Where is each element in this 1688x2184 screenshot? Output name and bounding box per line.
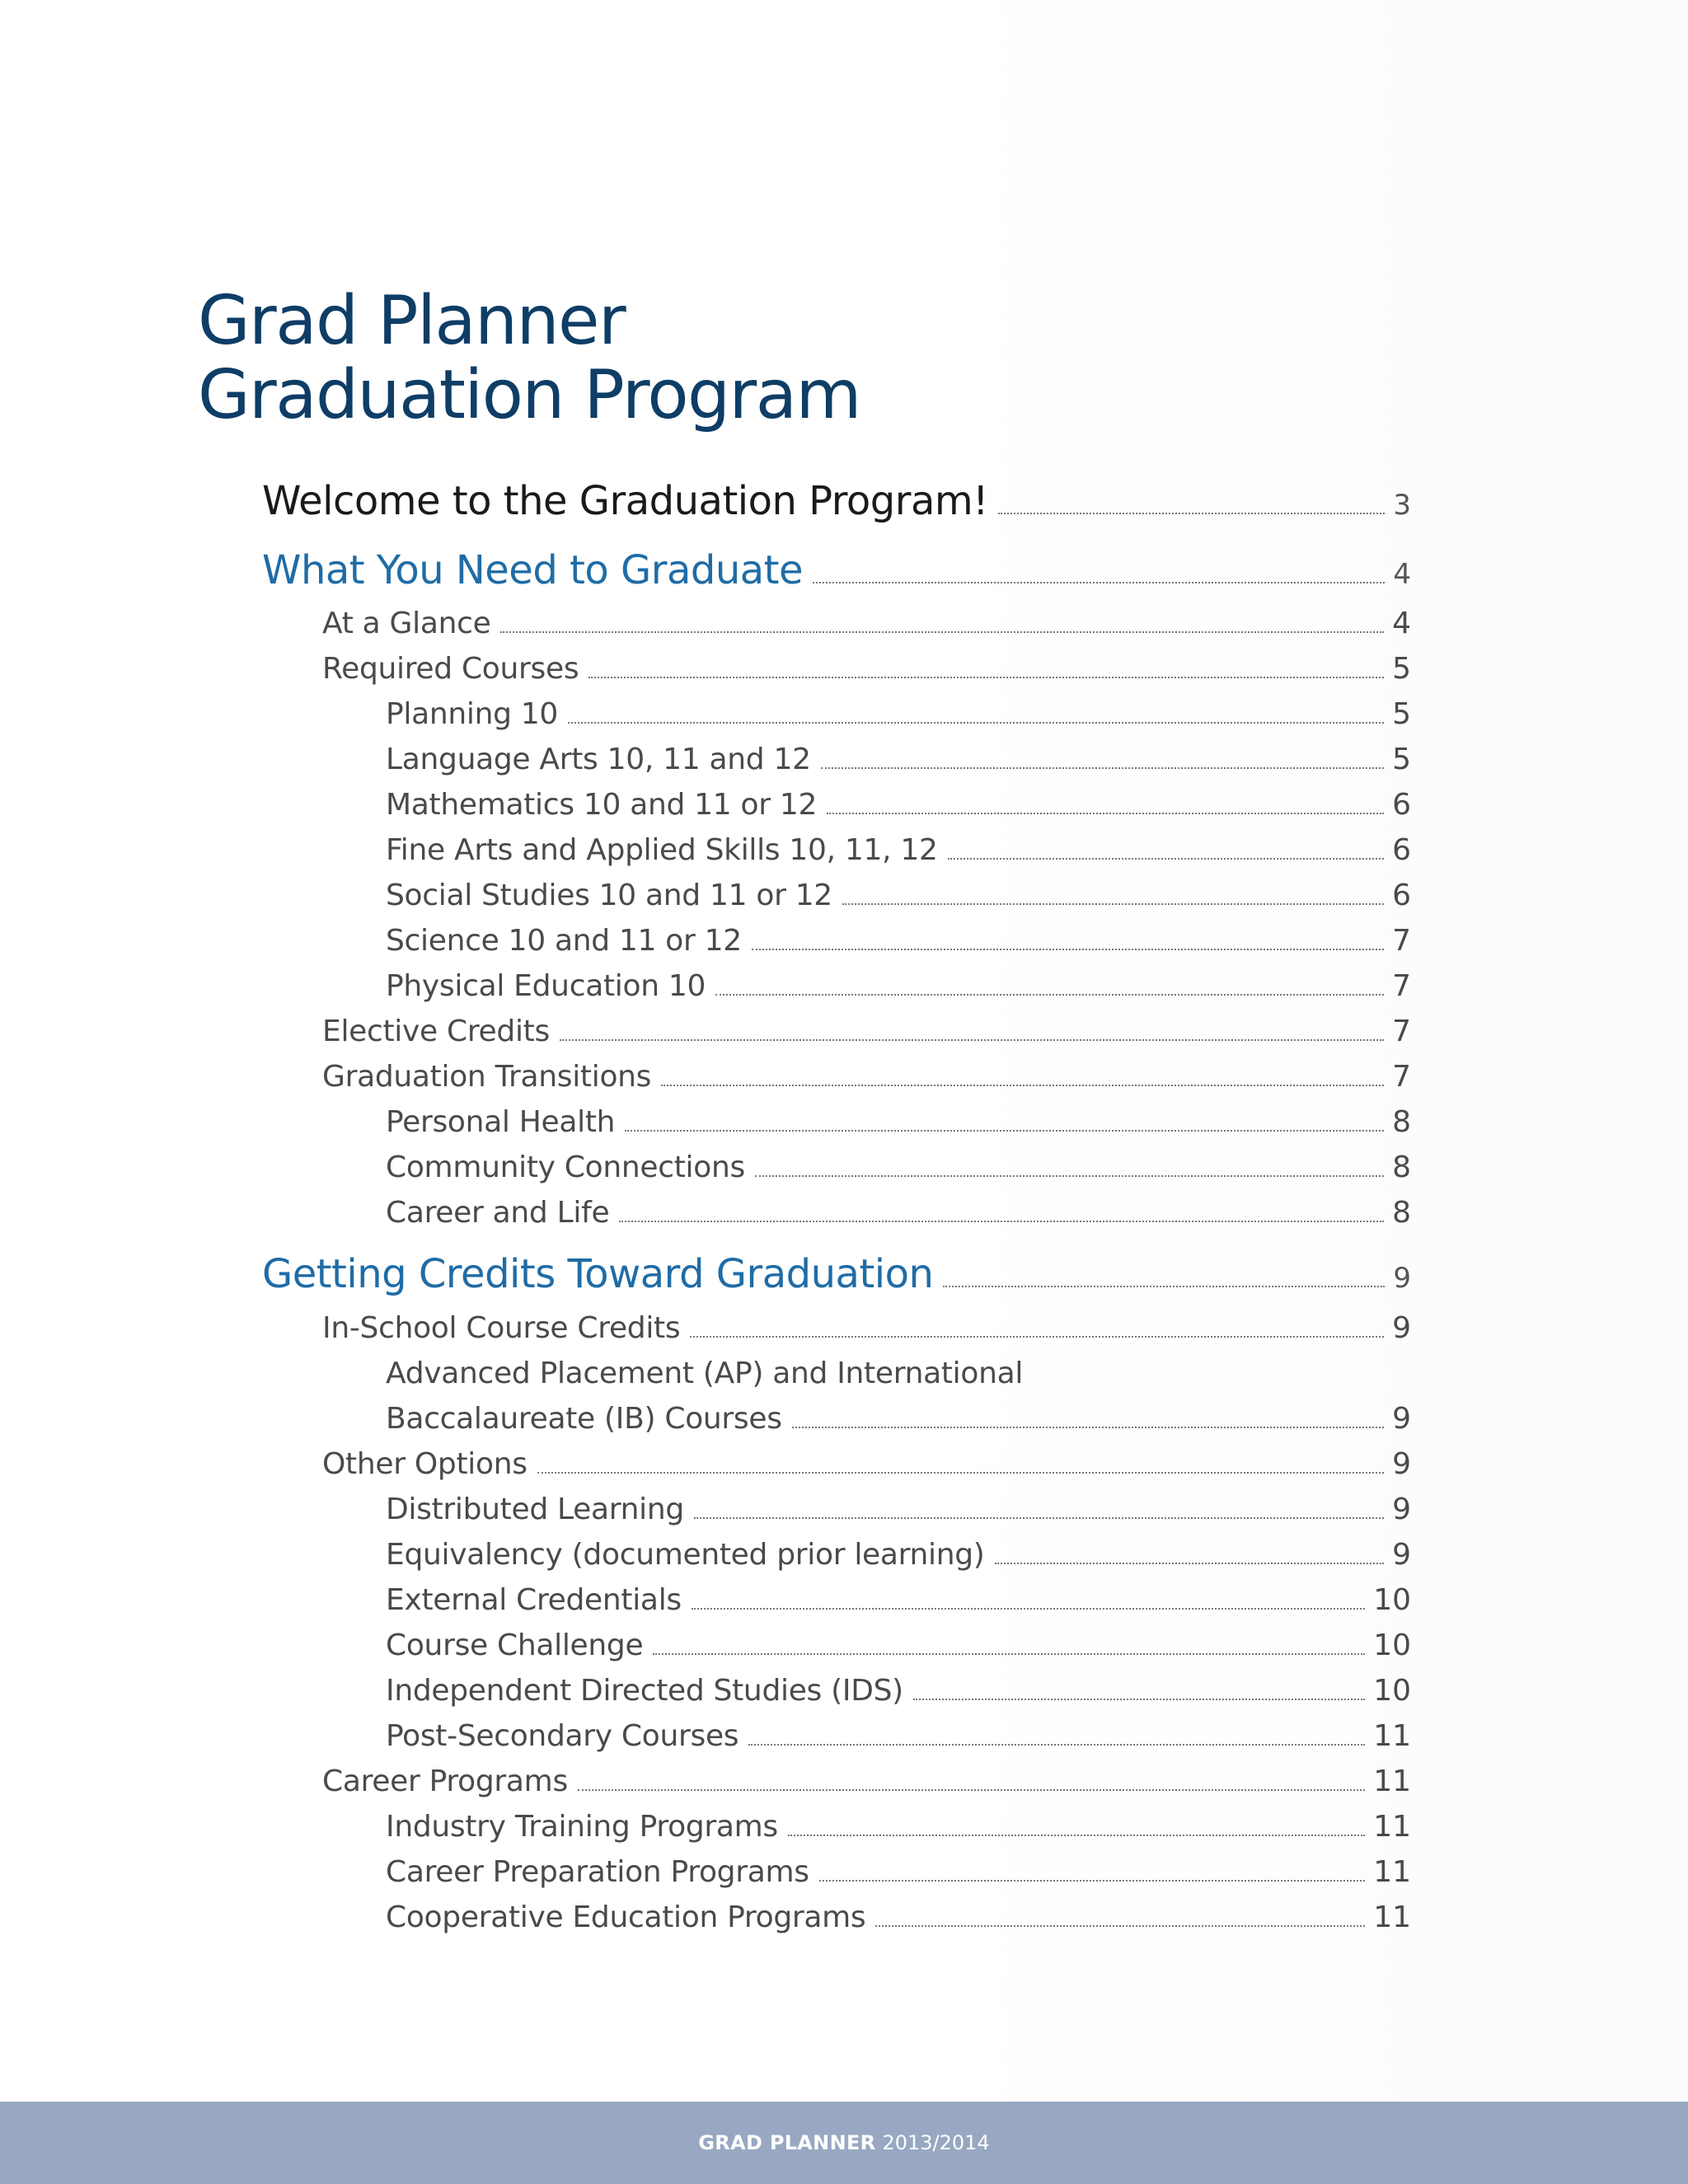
toc-entry-page-number: 8	[1392, 1196, 1411, 1230]
toc-entry-page-number: 5	[1392, 743, 1411, 776]
toc-dot-leader	[995, 1562, 1385, 1564]
toc-entry-label: Planning 10	[386, 697, 559, 731]
toc-entry[interactable]	[386, 697, 1411, 731]
footer-brand: GRAD PLANNER	[698, 2131, 876, 2154]
toc-entry[interactable]	[262, 478, 1411, 524]
toc-entry-page-number: 11	[1373, 1719, 1411, 1753]
toc-entry-label: Baccalaureate (IB) Courses	[386, 1402, 782, 1436]
toc-entry-label: Independent Directed Studies (IDS)	[386, 1674, 903, 1708]
toc-entry-label: Career and Life	[386, 1196, 610, 1230]
toc-entry[interactable]	[386, 1810, 1411, 1844]
footer-year: 2013/2014	[882, 2131, 990, 2154]
toc-entry-page-number: 6	[1392, 833, 1411, 867]
toc-entry[interactable]	[386, 1357, 1411, 1390]
toc-entry-label: Course Challenge	[386, 1629, 644, 1662]
toc-entry-label: Personal Health	[386, 1105, 616, 1139]
toc-entry-page-number: 9	[1392, 1402, 1411, 1436]
toc-dot-leader	[661, 1084, 1384, 1086]
toc-entry-page-number: 5	[1392, 652, 1411, 686]
toc-entry-label: At a Glance	[322, 607, 491, 640]
toc-entry-page-number: 7	[1392, 1015, 1411, 1048]
toc-entry-page-number: 6	[1392, 788, 1411, 822]
toc-entry[interactable]	[322, 1060, 1411, 1094]
toc-entry[interactable]	[322, 1015, 1411, 1048]
toc-entry[interactable]	[386, 1583, 1411, 1617]
toc-dot-leader	[943, 1285, 1385, 1287]
toc-entry[interactable]	[322, 607, 1411, 640]
toc-dot-leader	[588, 676, 1384, 678]
toc-entry-label: What You Need to Graduate	[262, 547, 804, 593]
toc-dot-leader	[625, 1129, 1384, 1132]
toc-dot-leader	[560, 1038, 1384, 1041]
toc-entry-page-number: 7	[1392, 924, 1411, 958]
toc-dot-leader	[813, 581, 1385, 583]
title-line-1: Grad Planner	[198, 282, 626, 360]
toc-dot-leader	[692, 1607, 1365, 1610]
toc-dot-leader	[755, 1174, 1384, 1177]
toc-entry[interactable]	[322, 1311, 1411, 1345]
toc-entry-page-number: 10	[1373, 1674, 1411, 1708]
toc-entry-page-number: 4	[1392, 607, 1411, 640]
toc-entry-label: Graduation Transitions	[322, 1060, 652, 1094]
toc-entry-label: Language Arts 10, 11 and 12	[386, 743, 811, 776]
toc-entry-label: Fine Arts and Applied Skills 10, 11, 12	[386, 833, 938, 867]
toc-entry-label: Other Options	[322, 1447, 528, 1481]
toc-entry-page-number: 9	[1392, 1493, 1411, 1526]
toc-entry-page-number: 5	[1392, 697, 1411, 731]
toc-entry-page-number: 9	[1392, 1447, 1411, 1481]
toc-entry-page-number: 8	[1392, 1105, 1411, 1139]
toc-entry-page-number: 4	[1393, 558, 1411, 591]
toc-entry-label: Industry Training Programs	[386, 1810, 778, 1844]
toc-dot-leader	[568, 721, 1384, 724]
toc-entry-page-number: 11	[1373, 1855, 1411, 1889]
toc-entry-page-number: 11	[1373, 1900, 1411, 1934]
toc-dot-leader	[653, 1652, 1365, 1655]
toc-entry-label: Physical Education 10	[386, 969, 706, 1003]
title-line-2: Graduation Program	[198, 356, 860, 434]
toc-dot-leader	[715, 993, 1384, 996]
toc-entry-page-number: 9	[1392, 1538, 1411, 1572]
toc-entry[interactable]	[322, 1765, 1411, 1798]
toc-entry-page-number: 3	[1393, 489, 1411, 522]
toc-entry[interactable]	[386, 833, 1411, 867]
toc-entry-page-number: 8	[1392, 1151, 1411, 1184]
toc-dot-leader	[998, 512, 1385, 514]
toc-dot-leader	[792, 1426, 1384, 1428]
toc-entry[interactable]	[386, 1855, 1411, 1889]
toc-entry[interactable]	[262, 547, 1411, 593]
toc-dot-leader	[500, 630, 1384, 633]
toc-entry[interactable]	[386, 1151, 1411, 1184]
toc-entry-label: Social Studies 10 and 11 or 12	[386, 879, 832, 912]
toc-dot-leader	[690, 1335, 1384, 1338]
toc-entry-label: Career Preparation Programs	[386, 1855, 809, 1889]
toc-entry[interactable]	[386, 879, 1411, 912]
toc-dot-leader	[578, 1788, 1365, 1791]
toc-entry-page-number: 9	[1392, 1311, 1411, 1345]
toc-entry[interactable]	[386, 1719, 1411, 1753]
toc-entry[interactable]	[386, 743, 1411, 776]
toc-entry-page-number: 6	[1392, 879, 1411, 912]
toc-entry-label: Career Programs	[322, 1765, 568, 1798]
toc-entry[interactable]	[386, 1402, 1411, 1436]
toc-entry-page-number: 9	[1393, 1262, 1411, 1295]
toc-entry[interactable]	[386, 1105, 1411, 1139]
toc-entry-label: Distributed Learning	[386, 1493, 684, 1526]
toc-entry-label: Required Courses	[322, 652, 579, 686]
toc-entry[interactable]	[386, 1196, 1411, 1230]
toc-entry-label: Science 10 and 11 or 12	[386, 924, 742, 958]
toc-entry[interactable]	[386, 1674, 1411, 1708]
toc-entry-label: Elective Credits	[322, 1015, 550, 1048]
toc-entry[interactable]	[386, 1538, 1411, 1572]
toc-entry-page-number: 10	[1373, 1629, 1411, 1662]
toc-dot-leader	[821, 766, 1384, 769]
toc-entry-label: Cooperative Education Programs	[386, 1900, 866, 1934]
toc-entry[interactable]	[386, 924, 1411, 958]
toc-dot-leader	[913, 1698, 1365, 1700]
toc-dot-leader	[819, 1879, 1365, 1882]
toc-dot-leader	[694, 1516, 1384, 1519]
toc-entry-label: Welcome to the Graduation Program!	[262, 478, 988, 524]
toc-entry-label: Getting Credits Toward Graduation	[262, 1251, 934, 1297]
toc-dot-leader	[948, 857, 1385, 860]
toc-dot-leader	[537, 1471, 1384, 1474]
toc-entry-page-number: 7	[1392, 1060, 1411, 1094]
toc-dot-leader	[748, 1743, 1365, 1746]
toc-entry-label: Advanced Placement (AP) and International	[386, 1357, 1024, 1390]
toc-entry[interactable]	[386, 969, 1411, 1003]
toc-entry[interactable]	[386, 1493, 1411, 1526]
toc-dot-leader	[875, 1924, 1365, 1927]
page-footer	[0, 2102, 1688, 2184]
toc-entry[interactable]	[386, 1900, 1411, 1934]
toc-dot-leader	[752, 948, 1384, 950]
toc-entry-page-number: 7	[1392, 969, 1411, 1003]
toc-entry[interactable]	[322, 652, 1411, 686]
toc-dot-leader	[842, 902, 1384, 905]
toc-entry-label: Post-Secondary Courses	[386, 1719, 739, 1753]
toc-dot-leader	[827, 812, 1384, 814]
toc-entry[interactable]	[386, 1629, 1411, 1662]
toc-entry-label: External Credentials	[386, 1583, 682, 1617]
toc-entry-label: Mathematics 10 and 11 or 12	[386, 788, 818, 822]
toc-entry-page-number: 10	[1373, 1583, 1411, 1617]
toc-entry[interactable]	[322, 1447, 1411, 1481]
toc-dot-leader	[788, 1834, 1365, 1836]
toc-entry-label: In-School Course Credits	[322, 1311, 681, 1345]
toc-entry-label: Equivalency (documented prior learning)	[386, 1538, 985, 1572]
toc-entry[interactable]	[262, 1251, 1411, 1297]
toc-entry-page-number: 11	[1373, 1765, 1411, 1798]
toc-entry-label: Community Connections	[386, 1151, 745, 1184]
toc-dot-leader	[619, 1220, 1384, 1222]
toc-entry-page-number: 11	[1373, 1810, 1411, 1844]
toc-entry[interactable]	[386, 788, 1411, 822]
